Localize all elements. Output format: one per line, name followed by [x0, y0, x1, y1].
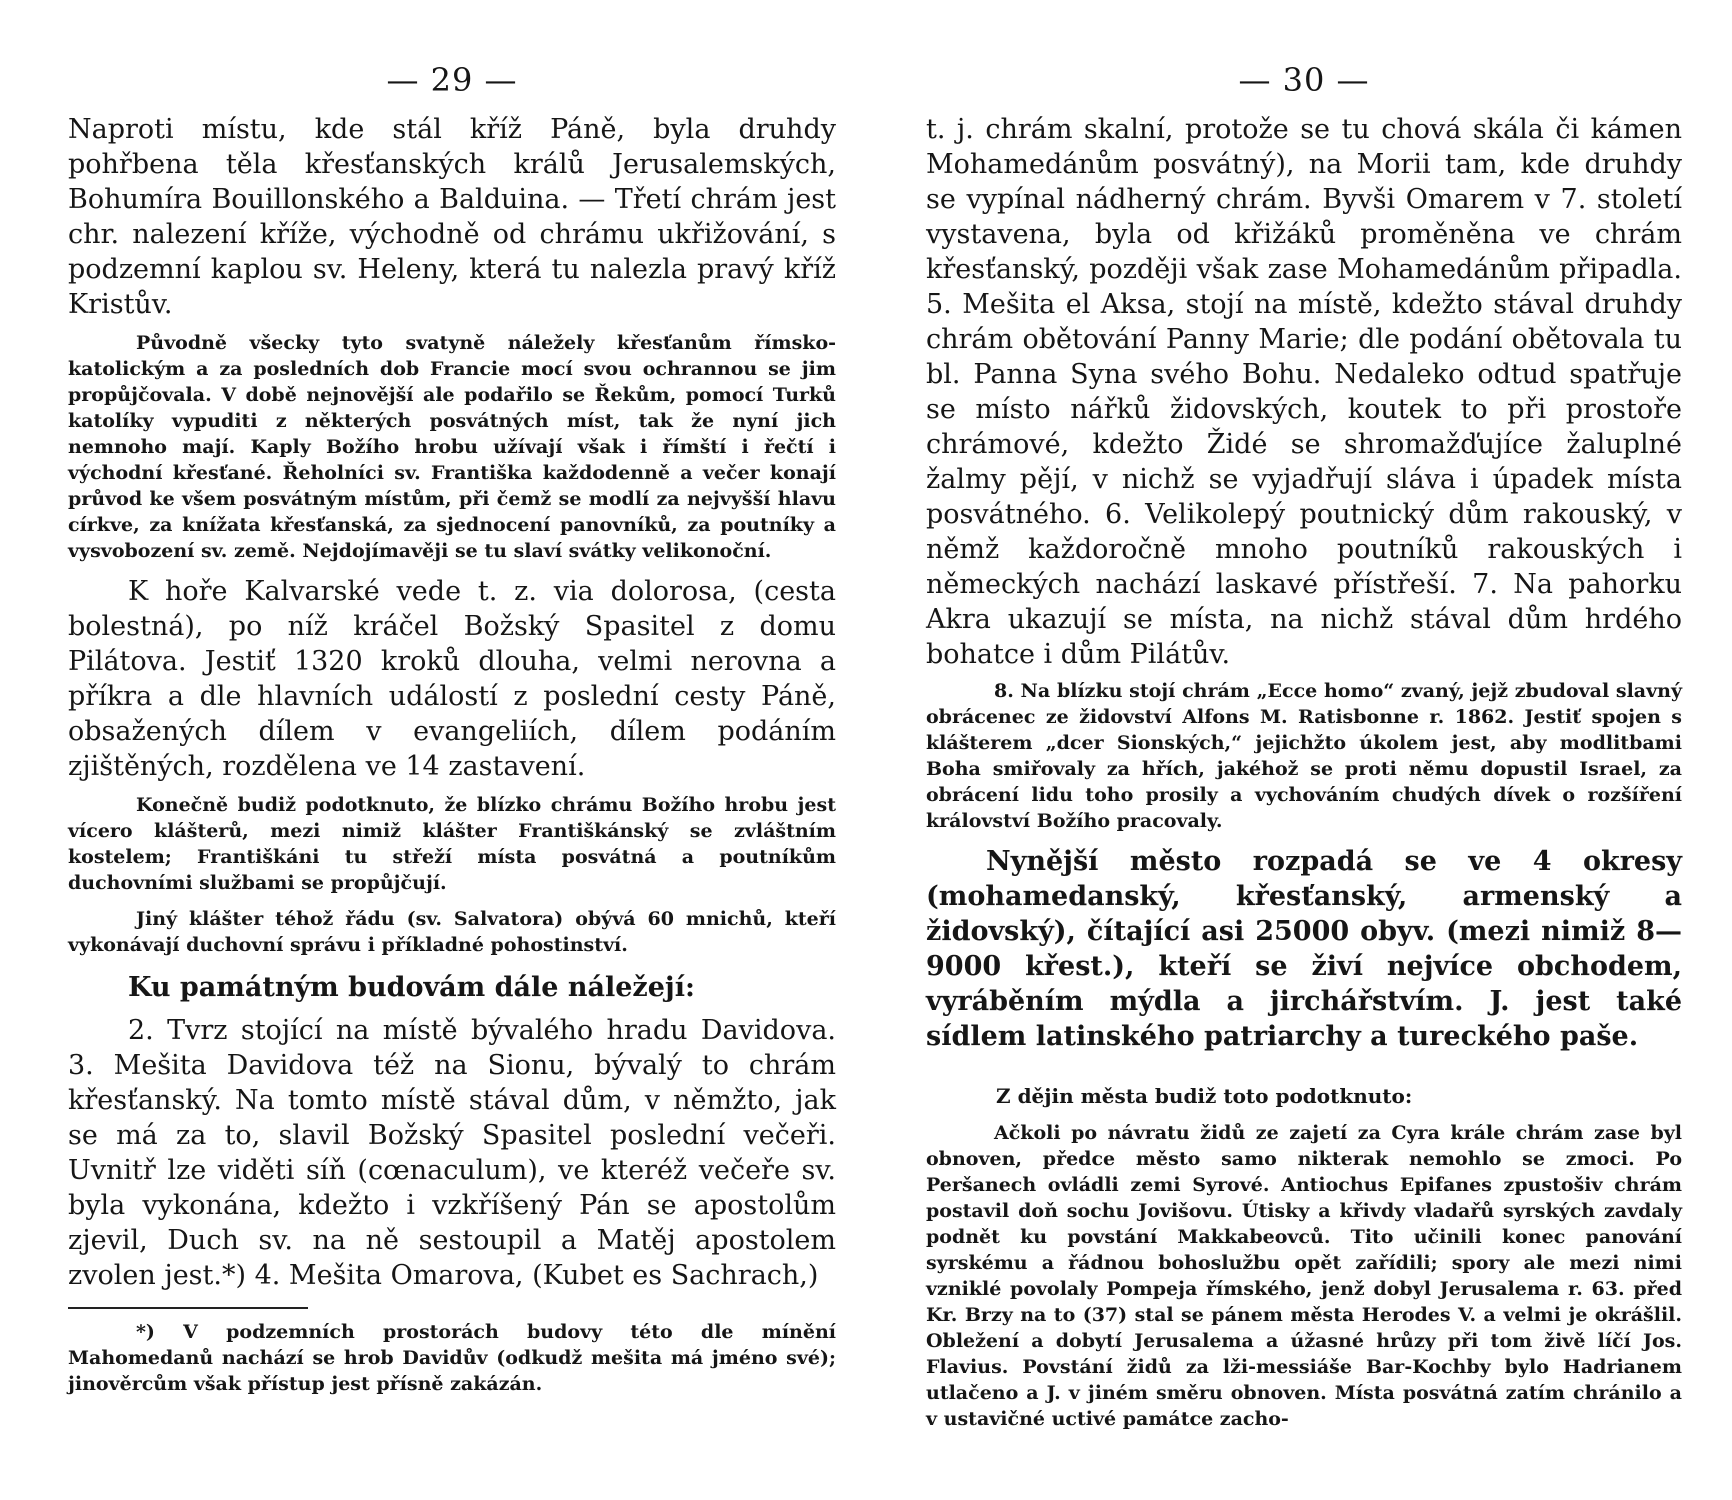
note-left-1: Původně všecky tyto svatyně náležely křesťanům římsko-katolickým a za posledních dob Francie mocí svou ochrannou se jim propůjčovala. V době nejnovější ale podařilo se Řekům, pomocí Turků katolíky vypuditi z některých posvátných míst, tak že nyní jich nemnoho mají. Kaply Božího hrobu užívají však i římští i řečtí i východní křesťané. Řeholníci sv. Františka každodenně a večer konají průvod ke všem posvátným místům, při čemž se modlí za nejvyšší hlavu církve, za knížata křesťanská, za sjednocení panovníků, za poutníky a vysvobození sv. země. Nejdojímavěji se tu slaví svátky velikonoční.	[68, 332, 836, 562]
note-left-3: Jiný klášter téhož řádu (sv. Salvatora) obývá 60 mnichů, kteří vykonávají duchovní správu i příkladné pohostinství.	[68, 908, 836, 956]
page-number-left: — 29 —	[386, 61, 518, 99]
footnote-left: *) V podzemních prostorách budovy této dle mínění Mahomedanů nachází se hrob Davidův (odkudž mešita má jméno své); jinověrcům však přístup jest přísně zakázán.	[68, 1321, 836, 1395]
paragraph-left-2: K hoře Kalvarské vede t. z. via dolorosa, (cesta bolestná), po níž kráčel Božský Spasitel z domu Pilátova. Jestiť 1320 kroků dlouha, velmi nerovna a příkra a dle hlavních událostí z poslední cesty Páně, obsažených dílem v evangeliích, dílem podáním zjištěných, rozdělena ve 14 zastavení.	[68, 576, 836, 782]
heading-right: Z dějin města budiž toto podotknuto:	[996, 1084, 1413, 1108]
footnote-rule	[68, 1307, 308, 1309]
page-number-right: — 30 —	[1238, 61, 1370, 99]
heading-left: Ku památným budovám dále náležejí:	[128, 972, 695, 1003]
paragraph-left-1: Naproti místu, kde stál kříž Páně, byla druhdy pohřbena těla křesťanských králů Jerusalemských, Bohumíra Bouillonského a Balduina. — Třetí chrám jest chr. nalezení kříže, východně od chrámu ukřižování, s podzemní kaplou sv. Heleny, která tu nalezla pravý kříž Kristův.	[68, 114, 836, 320]
note-left-2: Konečně budiž podotknuto, že blízko chrámu Božího hrobu jest vícero klášterů, mezi nimiž klášter Františkánský se zvláštním kostelem; Františkáni tu střeží místa posvátná a poutníkům duchovními službami se propůjčují.	[68, 794, 836, 894]
paragraph-right-2: Nynější město rozpadá se ve 4 okresy (mohamedanský, křesťanský, armenský a židovský), čítající asi 25000 obyv. (mezi nimiž 8—9000 křest.), kteří se živí nejvíce obchodem, vyráběním mýdla a jirchářstvím. J. jest také sídlem latinského patriarchy a tureckého paše.	[926, 846, 1682, 1052]
note-right-1: 8. Na blízku stojí chrám „Ecce homo“ zvaný, jejž zbudoval slavný obrácenec ze židovství Alfons M. Ratisbonne r. 1862. Jestiť spojen s klášterem „dcer Sionských,“ jejichžto úkolem jest, aby modlitbami Boha smiřovaly za hřích, jakéhož se proti němu dopustil Israel, za obrácení lidu toho prosily a vychováním chudých dívek o rozšíření království Božího pracovaly.	[926, 680, 1682, 832]
paragraph-left-3: 2. Tvrz stojící na místě bývalého hradu Davidova. 3. Mešita Davidova též na Sionu, bývalý to chrám křesťanský. Na tomto místě stával dům, v němžto, jak se má za to, slavil Božský Spasitel poslední večeři. Uvnitř lze viděti síň (cœnaculum), ve kteréž večeře sv. byla vykonána, kdežto i vzkříšený Pán se apostolům zjevil, Duch sv. na ně sestoupil a Matěj apostolem zvolen jest.*) 4. Mešita Omarova, (Kubet es Sachrach,)	[68, 1015, 836, 1291]
paragraph-right-1: t. j. chrám skalní, protože se tu chová skála či kámen Mohamedánům posvátný), na Morii tam, kde druhdy se vypínal nádherný chrám. Byvši Omarem v 7. století vystavena, byla od křižáků proměněna ve chrám křesťanský, později však zase Mohamedánům připadla. 5. Mešita el Aksa, stojí na místě, kdežto stával druhdy chrám obětování Panny Marie; dle podání obětovala tu bl. Panna Syna svého Bohu. Nedaleko odtud spatřuje se místo nářků židovských, koutek to při prostoře chrámové, kdežto Židé se shromažďujíce žaluplné žalmy pějí, v nichž se vyjadřují sláva i úpadek místa posvátného. 6. Velikolepý poutnický dům rakouský, v němž každoročně mnoho poutníků rakouských i německých nachází laskavé přístřeší. 7. Na pahorku Akra ukazují se místa, na nichž stával dům hrdého bohatce i dům Pilátův.	[926, 114, 1682, 670]
right-page	[866, 0, 1732, 1500]
note-right-2: Ačkoli po návratu židů ze zajetí za Cyra krále chrám zase byl obnoven, předce město samo nikterak nemohlo se zmoci. Po Peršanech ovládli zemi Syrové. Antiochus Epifanes zpustošiv chrám postavil doň sochu Jovišovu. Útisky a křivdy vladařů syrských zavdaly podnět ku povstání Makkabeovců. Tito učinili konec panování syrskému a řádnou bohoslužbu opět zařídili; spory ale mezi nimi vzniklé povolaly Pompeja římského, jenž dobyl Jerusalema r. 63. před Kr. Brzy na to (37) stal se pánem města Herodes V. a velmi je okrášlil. Obležení a dobytí Jerusalema a úžasné hrůzy při tom živě líčí Jos. Flavius. Povstání židů za lži-messiáše Bar-Kochby bylo Hadrianem utlačeno a J. v jiném směru obnoven. Místa posvátná zatím chránilo a v ustavičné uctivé památce zacho-	[926, 1122, 1682, 1430]
